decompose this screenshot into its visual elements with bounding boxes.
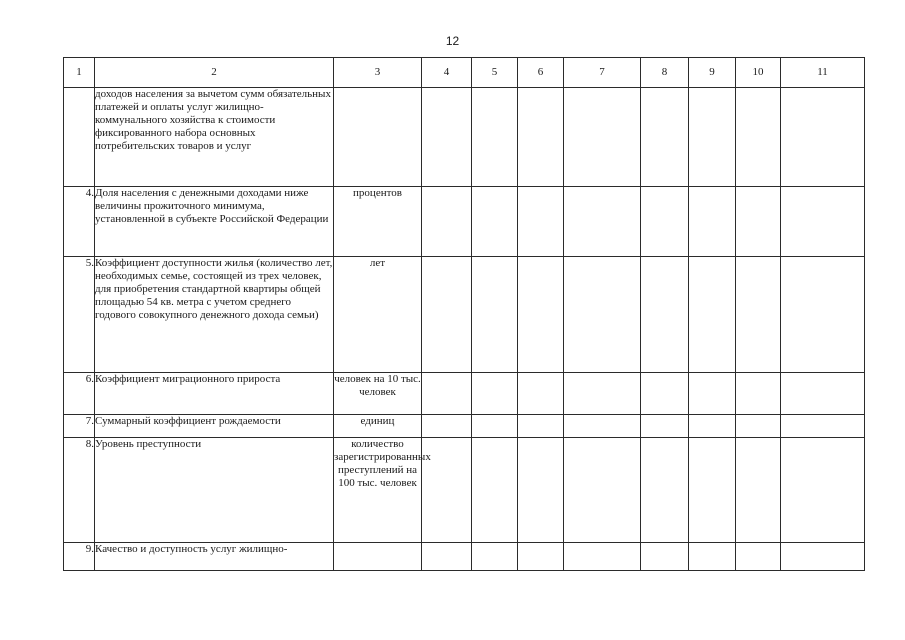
value-cell [422, 415, 472, 438]
value-cell [781, 187, 865, 257]
value-cell [736, 257, 781, 373]
indicator-name-cell: Уровень преступности [95, 438, 334, 543]
value-cell [641, 187, 689, 257]
value-cell [736, 438, 781, 543]
value-cell [641, 543, 689, 571]
column-header: 5 [472, 58, 518, 88]
value-cell [689, 257, 736, 373]
indicators-table [63, 57, 865, 571]
row-number-cell: 9. [64, 543, 95, 571]
value-cell [736, 543, 781, 571]
page-number: 12 [445, 34, 460, 48]
value-cell [472, 187, 518, 257]
value-cell [518, 415, 564, 438]
value-cell [518, 373, 564, 415]
column-header: 2 [95, 58, 334, 88]
header-row [64, 58, 865, 88]
value-cell [781, 257, 865, 373]
value-cell [641, 373, 689, 415]
value-cell [564, 415, 641, 438]
value-cell [518, 257, 564, 373]
value-cell [689, 88, 736, 187]
indicator-name-cell: Коэффициент доступности жилья (количество лет, необходимых семье, состоящей из трех человек, для приобретения стандартной квартиры общей площадью 54 кв. метра с учетом среднего годового совокупного денежного дохода семьи) [95, 257, 334, 373]
row-number-cell: 7. [64, 415, 95, 438]
value-cell [564, 257, 641, 373]
value-cell [781, 88, 865, 187]
value-cell [641, 88, 689, 187]
value-cell [564, 187, 641, 257]
unit-cell [334, 543, 422, 571]
value-cell [422, 187, 472, 257]
value-cell [781, 373, 865, 415]
row-number-cell: 6. [64, 373, 95, 415]
table-body [64, 88, 865, 571]
indicator-name-cell: Суммарный коэффициент рождаемости [95, 415, 334, 438]
value-cell [472, 257, 518, 373]
value-cell [641, 257, 689, 373]
value-cell [689, 415, 736, 438]
row-number-cell [64, 88, 95, 187]
value-cell [422, 373, 472, 415]
table-row [64, 257, 865, 373]
value-cell [518, 88, 564, 187]
indicator-name-cell: Доля населения с денежными доходами ниже величины прожиточного минимума, установленной в субъекте Российской Федерации [95, 187, 334, 257]
table-row [64, 415, 865, 438]
value-cell [781, 438, 865, 543]
indicator-name-cell: Коэффициент миграционного прироста [95, 373, 334, 415]
column-header: 8 [641, 58, 689, 88]
value-cell [472, 438, 518, 543]
table-row [64, 187, 865, 257]
value-cell [564, 88, 641, 187]
row-number-cell: 5. [64, 257, 95, 373]
unit-cell: лет [334, 257, 422, 373]
value-cell [781, 543, 865, 571]
value-cell [518, 187, 564, 257]
value-cell [518, 438, 564, 543]
value-cell [422, 543, 472, 571]
value-cell [689, 543, 736, 571]
column-header: 4 [422, 58, 472, 88]
value-cell [736, 88, 781, 187]
indicator-name-cell: доходов населения за вычетом сумм обязательных платежей и оплаты услуг жилищно-коммунального хозяйства к стоимости фиксированного набора основных потребительских товаров и услуг [95, 88, 334, 187]
column-header: 6 [518, 58, 564, 88]
value-cell [564, 373, 641, 415]
value-cell [641, 438, 689, 543]
value-cell [472, 373, 518, 415]
column-header: 1 [64, 58, 95, 88]
value-cell [736, 415, 781, 438]
value-cell [518, 543, 564, 571]
column-header: 3 [334, 58, 422, 88]
value-cell [472, 88, 518, 187]
value-cell [689, 187, 736, 257]
unit-cell: человек на 10 тыс. человек [334, 373, 422, 415]
row-number-cell: 8. [64, 438, 95, 543]
value-cell [564, 543, 641, 571]
value-cell [472, 415, 518, 438]
value-cell [736, 187, 781, 257]
table-row [64, 543, 865, 571]
table-row [64, 438, 865, 543]
row-number-cell: 4. [64, 187, 95, 257]
unit-cell [334, 88, 422, 187]
indicator-name-cell: Качество и доступность услуг жилищно- [95, 543, 334, 571]
unit-cell: единиц [334, 415, 422, 438]
column-header: 10 [736, 58, 781, 88]
value-cell [472, 543, 518, 571]
column-header: 11 [781, 58, 865, 88]
value-cell [641, 415, 689, 438]
unit-cell: процентов [334, 187, 422, 257]
value-cell [689, 373, 736, 415]
value-cell [689, 438, 736, 543]
table-row [64, 88, 865, 187]
value-cell [422, 257, 472, 373]
value-cell [422, 88, 472, 187]
value-cell [781, 415, 865, 438]
table-row [64, 373, 865, 415]
value-cell [564, 438, 641, 543]
value-cell [736, 373, 781, 415]
column-header: 7 [564, 58, 641, 88]
unit-cell: количество зарегистрированных преступлений на 100 тыс. человек [334, 438, 422, 543]
column-header: 9 [689, 58, 736, 88]
